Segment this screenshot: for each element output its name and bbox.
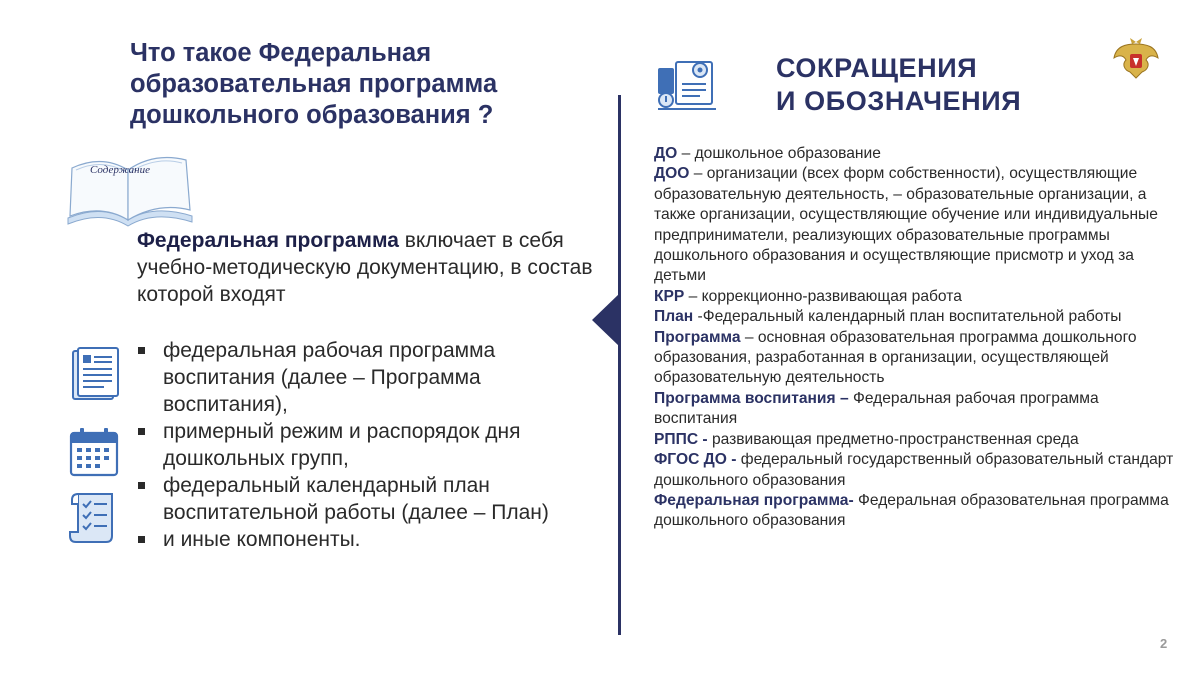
abbr-term: План	[654, 308, 694, 326]
abbr-term: ДОО	[654, 165, 690, 183]
checklist-scroll-icon	[68, 490, 120, 546]
list-item: федеральная рабочая программа воспитания (далее – Программа воспитания),	[136, 337, 606, 418]
title-line-1: СОКРАЩЕНИЯ	[776, 53, 978, 83]
coat-of-arms-emblem	[1112, 36, 1160, 80]
abbr-item	[654, 328, 1174, 389]
abbr-desc: -Федеральный календарный план воспитательной работы	[693, 308, 1122, 326]
abbreviations-list	[654, 144, 1174, 532]
abbr-item	[654, 144, 1174, 164]
abbr-desc: – основная образовательная программа дошкольного образования, разработанная в организации, осуществляющей образовательную деятельность	[654, 328, 1137, 387]
calendar-icon	[68, 425, 120, 481]
intro-bold: Федеральная программа	[137, 229, 399, 252]
page-title: Что такое Федеральная образовательная программа дошкольного образования ?	[130, 39, 498, 129]
abbreviations-title	[776, 52, 1106, 118]
abbr-item	[654, 491, 1174, 532]
abbr-desc: – дошкольное образование	[677, 145, 881, 162]
open-book-icon	[62, 140, 197, 230]
plan-settings-icon	[656, 56, 718, 112]
list-item: примерный режим и распорядок дня дошкольных групп,	[136, 418, 606, 472]
list-item: федеральный календарный план воспитательной работы (далее – План)	[136, 472, 606, 526]
abbr-term: КРР	[654, 287, 685, 305]
title-line-2: И ОБОЗНАЧЕНИЯ	[776, 86, 1022, 116]
abbr-item	[654, 450, 1174, 491]
abbr-desc: федеральный государственный образовательный стандарт дошкольного образования	[654, 451, 1174, 489]
abbr-item	[654, 389, 1174, 430]
abbr-item	[654, 287, 1174, 307]
abbr-term: Программа	[654, 328, 741, 346]
abbr-desc: Федеральная рабочая программа воспитания	[654, 389, 1099, 428]
abbr-term: Федеральная программа-	[654, 491, 854, 509]
intro-text	[137, 227, 607, 308]
book-label: Содержание	[90, 164, 151, 176]
intro-rest: включает в себя учебно-методическую документацию, в состав которой входят	[137, 229, 593, 306]
components-list	[136, 337, 606, 553]
abbr-term: Программа воспитания –	[654, 389, 849, 407]
vertical-divider	[618, 95, 621, 635]
page-number: 2	[1160, 636, 1168, 651]
abbr-desc: – организации (всех форм собственности), осуществляющие образовательную деятельность, – образовательные организации, а также организации, осуществляющие обучение или индивидуальные предприниматели, реализующих образовательные программы дошкольного образования и осуществляющие присмотр и уход за детьми	[654, 165, 1158, 285]
abbr-term: РППС -	[654, 430, 708, 448]
abbr-item	[654, 164, 1174, 286]
abbr-item	[654, 307, 1174, 327]
abbr-term: ДО	[654, 145, 678, 162]
divider-arrow	[592, 293, 620, 347]
document-icon	[70, 346, 122, 402]
abbr-desc: – коррекционно-развивающая работа	[684, 287, 962, 305]
abbr-term: ФГОС ДО -	[654, 451, 737, 469]
abbr-desc: развивающая предметно-пространственная среда	[707, 430, 1079, 448]
list-item: и иные компоненты.	[136, 526, 606, 553]
abbr-desc: Федеральная образовательная программа дошкольного образования	[654, 491, 1169, 530]
abbr-item	[654, 430, 1174, 450]
